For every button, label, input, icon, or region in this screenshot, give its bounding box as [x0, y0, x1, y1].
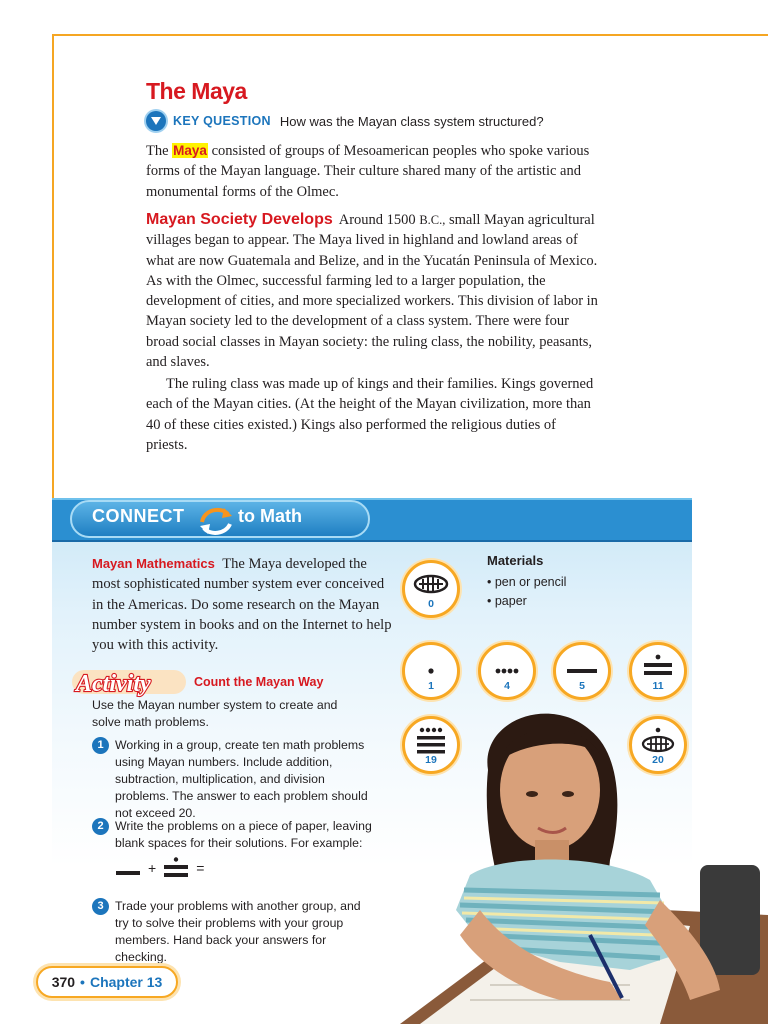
activity-step — [92, 818, 372, 852]
activity-step — [92, 737, 372, 822]
numeral-value: 5 — [579, 680, 585, 692]
materials-item: • pen or pencil — [487, 575, 567, 589]
dot-two-bars-glyph-icon — [163, 857, 189, 879]
mayan-numeral-11 — [629, 642, 687, 700]
page-footer — [36, 966, 178, 998]
dot-two-bars-glyph-icon — [638, 653, 678, 683]
paragraph-intro-lead: The — [146, 143, 169, 159]
activity-step — [92, 898, 372, 966]
materials-box — [487, 553, 566, 611]
subhead-mayan-society: Mayan Society Develops — [146, 211, 333, 228]
step-number-badge: 1 — [92, 737, 109, 754]
key-question-label: KEY QUESTION — [173, 114, 271, 128]
numeral-value: 0 — [428, 598, 434, 610]
math-intro-head: Mayan Mathematics — [92, 556, 215, 571]
materials-title: Materials — [487, 553, 544, 568]
step-text: Trade your problems with another group, and try to solve their problems with your group members. Hand back your answers for checking. — [115, 899, 361, 964]
activity-intro: Use the Mayan number system to create and solve math problems. — [92, 698, 338, 729]
step-number-badge: 3 — [92, 898, 109, 915]
vocab-term-maya: Maya — [173, 143, 207, 158]
math-intro-body: The Maya developed the most sophisticated number system ever conceived in the Americas. Do some research on the Mayan number system in books and on the Internet to help you with this activity. — [92, 556, 392, 654]
dot-glyph-icon — [411, 653, 451, 679]
era-label: B.C., — [419, 213, 446, 227]
equals-sign: = — [196, 860, 205, 876]
connect-arrows-icon — [196, 500, 236, 540]
numeral-value: 1 — [428, 680, 434, 692]
mayan-numeral-4 — [478, 642, 536, 700]
paragraph-ruling-class: The ruling class was made up of kings and their families. Kings governed each of the Mayan cities. (At the height of the Mayan civilization, more than 40 of these cities existed.) Kings also performed the religious duties of priests. — [146, 376, 594, 453]
four-dots-glyph-icon — [487, 653, 527, 679]
connect-label: CONNECT — [92, 506, 185, 526]
bar-glyph-icon — [115, 859, 141, 877]
mayan-numeral-5 — [553, 642, 611, 700]
key-question-arrow-icon — [146, 111, 166, 131]
numeral-value: 4 — [504, 680, 510, 692]
numeral-value: 19 — [425, 754, 437, 766]
activity-logo — [70, 664, 190, 698]
key-question-text: How was the Mayan class system structured? — [279, 113, 544, 129]
paragraph-society — [146, 210, 598, 372]
mayan-numeral-0 — [402, 560, 460, 618]
step-number-badge: 2 — [92, 818, 109, 835]
section-title: The Maya — [146, 78, 247, 104]
step-text: Working in a group, create ten math problems using Mayan numbers. Include addition, subtraction, multiplication, and division problems. The answer to each problem should not exceed 20. — [115, 738, 368, 820]
paragraph-intro-body: consisted of groups of Mesoamerican peoples who spoke various forms of the Mayan language. Their culture shared many of the artistic and monumental forms of the Olmec. — [146, 143, 590, 200]
activity-logo-text: Activity — [76, 671, 151, 697]
paragraph-society-lead: Around 1500 — [338, 212, 416, 228]
shell-glyph-icon — [411, 571, 451, 597]
page-number: 370 — [51, 974, 76, 990]
activity-title: Count the Mayan Way — [194, 675, 324, 689]
subject-label: to Math — [238, 506, 302, 526]
folio-bullet: • — [80, 974, 85, 990]
student-writing-photo — [360, 700, 768, 1024]
materials-item: • paper — [487, 594, 527, 608]
page-frame-top — [52, 34, 768, 36]
example-equation — [115, 857, 211, 879]
numeral-value: 20 — [652, 754, 664, 766]
bar-glyph-icon — [562, 653, 602, 679]
paragraph-intro — [146, 141, 598, 202]
mayan-numeral-1 — [402, 642, 460, 700]
paragraph-society-body: small Mayan agricultural villages began to appear. The Maya lived in highland and lowland areas of what are now Guatemala and Belize, and in the Yucatán Peninsula of Mexico. As with the Olmec, successful farming led to a larger population, the development of cities, and more specialized workers. This division of labor in Mayan society led to the development of a class system. There were four broad social classes in Mayan society: the ruling class, the nobility, peasants, and slaves. — [146, 212, 598, 371]
plus-sign: + — [148, 860, 157, 876]
chapter-label: Chapter 13 — [89, 974, 163, 990]
key-question — [146, 110, 544, 132]
math-intro — [92, 554, 397, 655]
step-text: Write the problems on a piece of paper, leaving blank spaces for their solutions. For example: — [115, 819, 372, 850]
numeral-value: 11 — [652, 680, 664, 692]
